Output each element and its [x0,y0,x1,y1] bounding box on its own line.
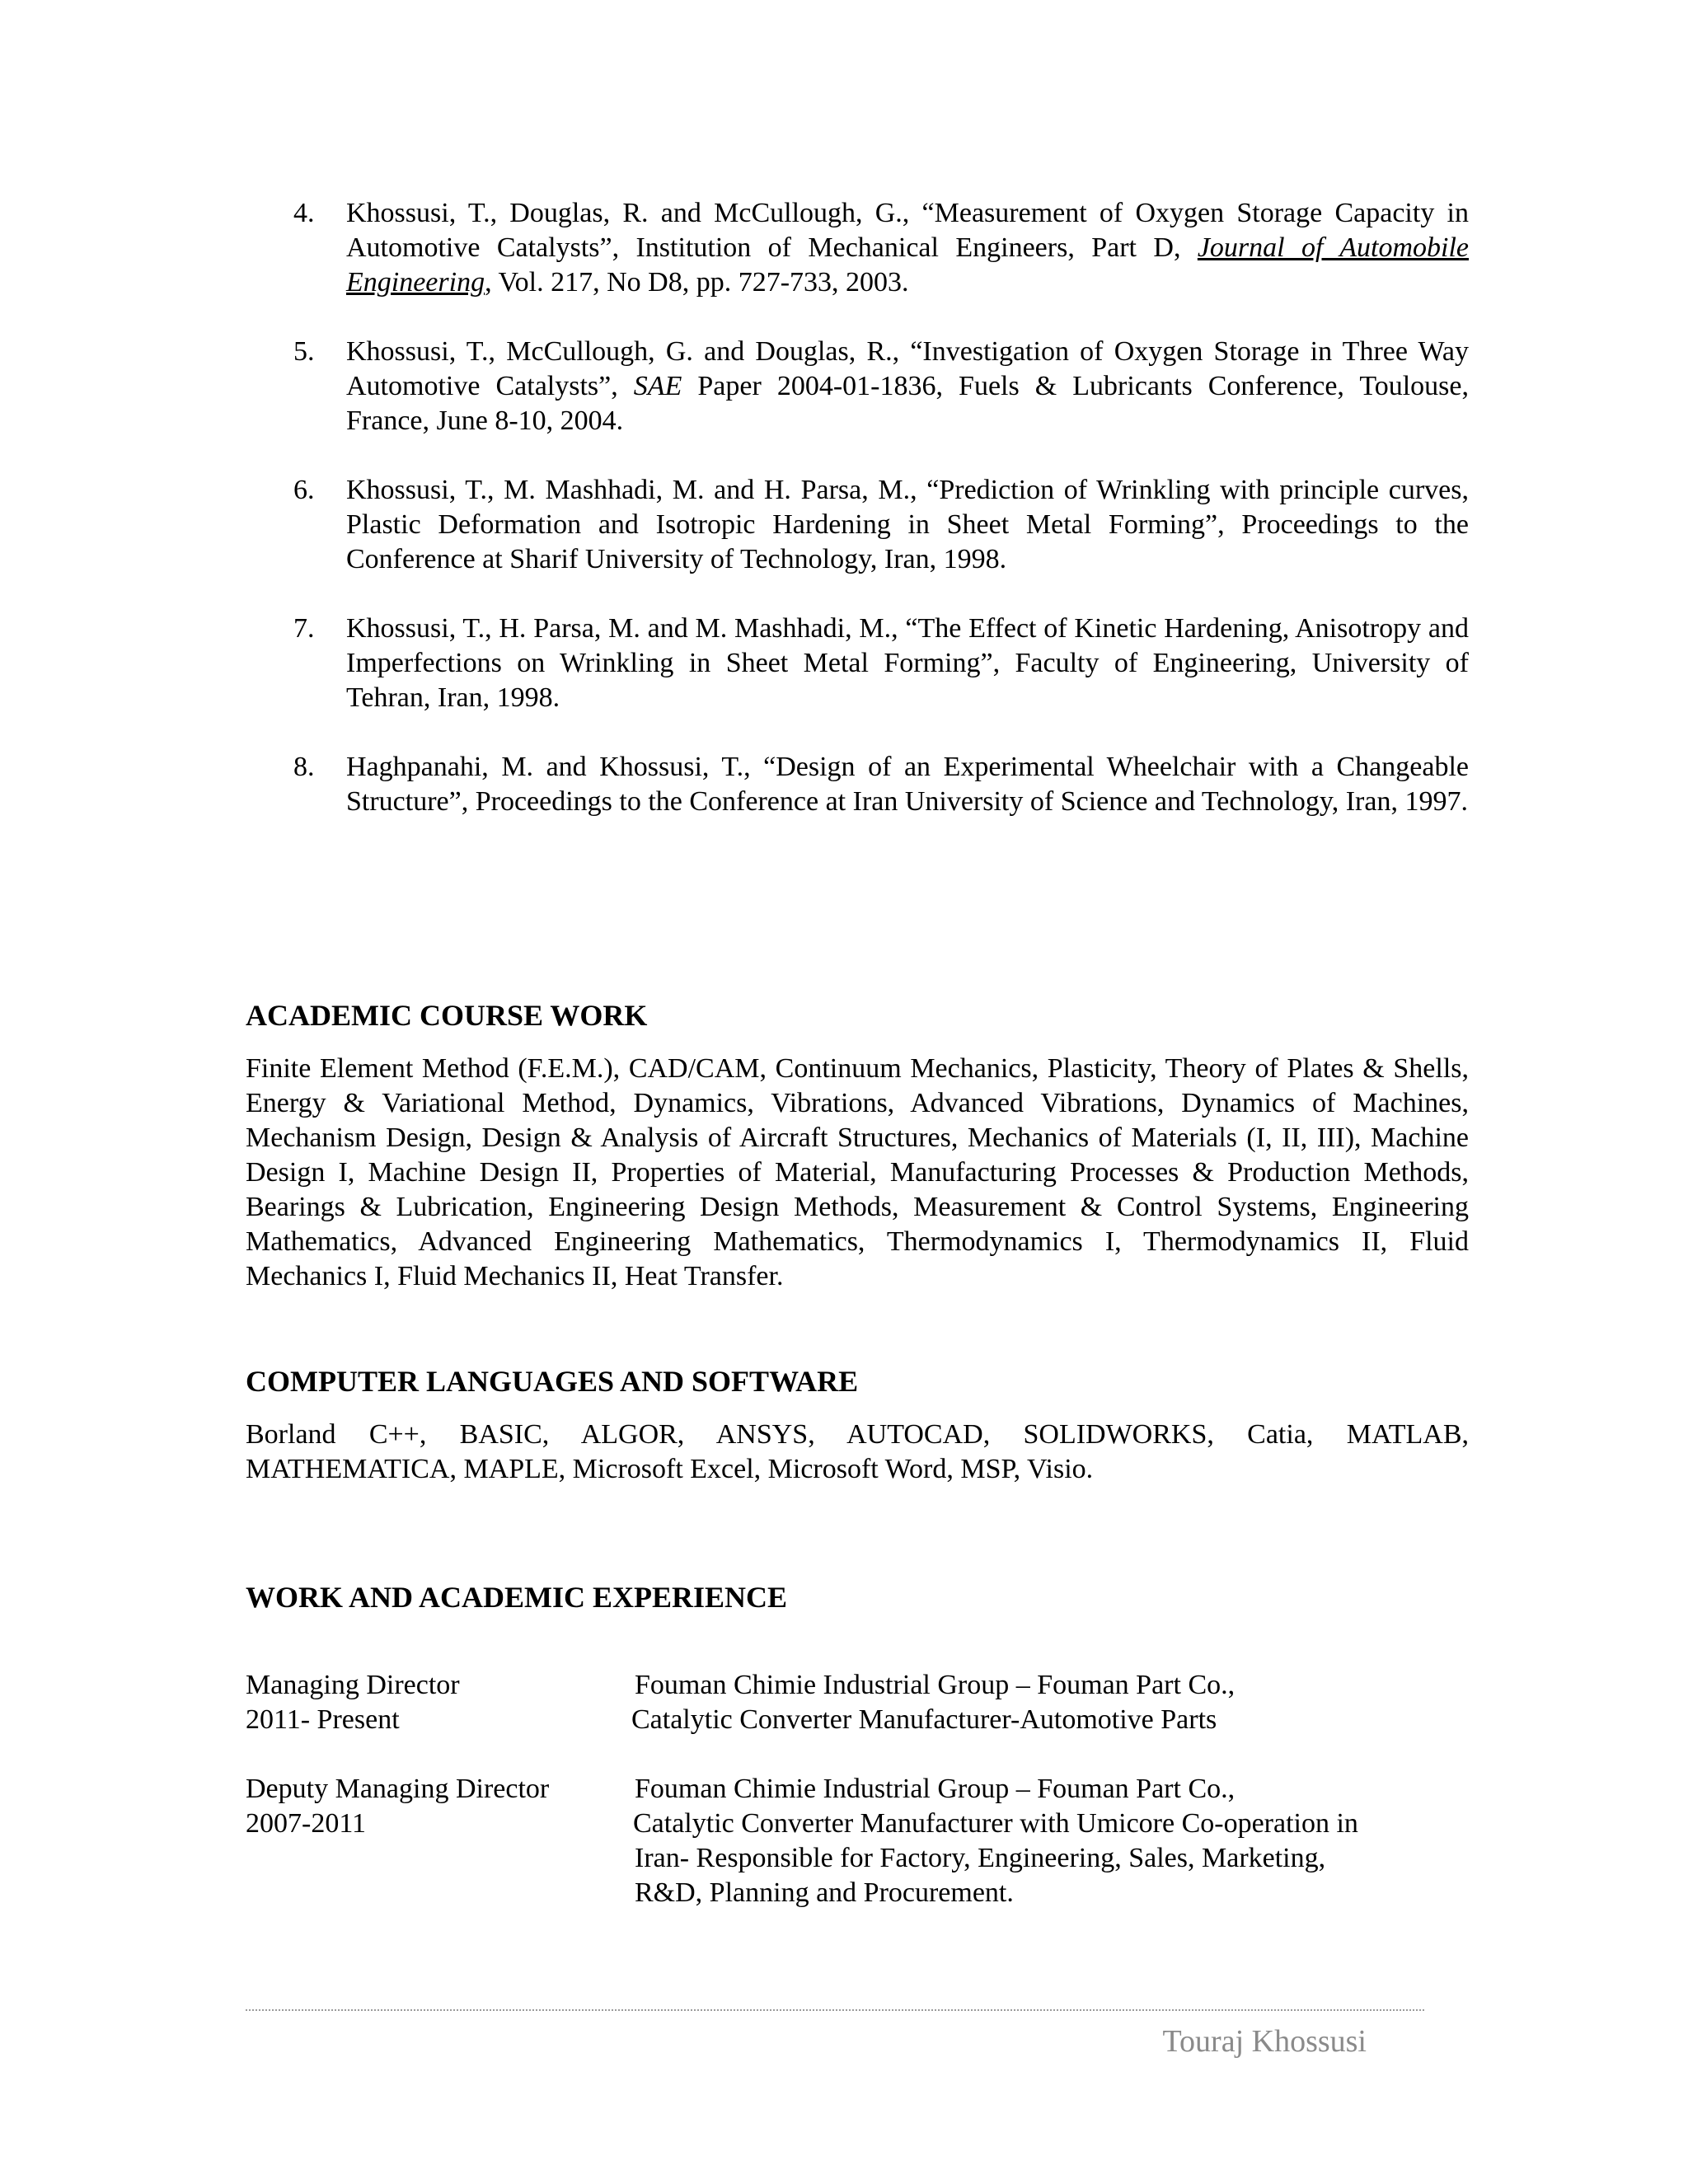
citation-text: Khossusi, T., McCullough, G. and Douglas, R., “Investigation of Oxygen Storage in Three Way Automotive Catalysts”, [346,336,1469,401]
publication-citation [346,336,1469,436]
publication-number: 4. [293,198,315,228]
publication-number: 6. [293,475,315,505]
experience-role [246,1772,625,1841]
job-description-line: Iran- Responsible for Factory, Engineering, Sales, Marketing, [635,1843,1326,1873]
citation-emphasis: SAE [633,371,682,401]
publication-citation: Khossusi, T., M. Mashhadi, M. and H. Parsa, M., “Prediction of Wrinkling with principle curves, Plastic Deformation and Isotropic Hardening in Sheet Metal Forming”, Proceedings to the Conference at Sharif University of Technology, Iran, 1998. [346,475,1469,574]
job-title: Managing Director [246,1670,460,1700]
citation-text: Paper 2004-01-1836, Fuels & Lubricants Conference, Toulouse, France, June 8-10, 2004. [346,371,1470,436]
publication-item [290,612,1469,715]
citation-text: , Vol. 217, No D8, pp. 727-733, 2003. [485,267,909,298]
software-heading: COMPUTER LANGUAGES AND SOFTWARE [246,1365,859,1398]
job-description-line: Catalytic Converter Manufacturer with Umicore Co-operation in [633,1808,1358,1839]
course-work-heading: ACADEMIC COURSE WORK [246,999,648,1032]
experience-details [635,1772,1459,1910]
publication-citation: Haghpanahi, M. and Khossusi, T., “Design of an Experimental Wheelchair with a Changeable Structure”, Proceedings to the Conference at Iran University of Science and Technology, Iran, 1997. [346,752,1469,817]
experience-details [631,1668,1459,1737]
organization: Fouman Chimie Industrial Group – Fouman Part Co., [635,1774,1236,1804]
course-work-body: Finite Element Method (F.E.M.), CAD/CAM, Continuum Mechanics, Plasticity, Theory of Plates & Shells, Energy & Variational Method, Dynamics, Vibrations, Advanced Vibrations, Dynamics of Machines, Mechanism Design, Design & Analysis of Aircraft Structures, Mechanics of Materials (I, II, III), Machine Design I, Machine Design II, Properties of Material, Manufacturing Processes & Production Methods, Bearings & Lubrication, Engineering Design Methods, Measurement & Control Systems, Engineering Mathematics, Advanced Engineering Mathematics, Thermodynamics I, Thermodynamics II, Fluid Mechanics I, Fluid Mechanics II, Heat Transfer. [246,1053,1469,1291]
publication-item [290,473,1469,577]
experience-role [246,1668,625,1737]
job-description-line: R&D, Planning and Procurement. [635,1877,1014,1908]
publication-citation: Khossusi, T., H. Parsa, M. and M. Mashhadi, M., “The Effect of Kinetic Hardening, Anisotropy and Imperfections on Wrinkling in Sheet Metal Forming”, Faculty of Engineering, University of Tehran, Iran, 1998. [346,613,1469,713]
software-body: Borland C++, BASIC, ALGOR, ANSYS, AUTOCAD, SOLIDWORKS, Catia, MATLAB, MATHEMATICA, MAPLE, Microsoft Excel, Microsoft Word, MSP, Visio. [246,1419,1469,1484]
publication-number: 7. [293,613,315,644]
footer-author-name: Touraj Khossusi [1162,2024,1367,2059]
publication-list [290,196,1469,854]
job-description-line: Catalytic Converter Manufacturer-Automotive Parts [631,1704,1217,1735]
publication-number: 8. [293,752,315,782]
citation-text: Khossusi, T., Douglas, R. and McCullough, G., “Measurement of Oxygen Storage Capacity in Automotive Catalysts”, Institution of Mechanical Engineers, Part D, [346,198,1469,263]
footer-divider [246,2009,1424,2011]
experience-heading: WORK AND ACADEMIC EXPERIENCE [246,1581,788,1614]
journal-title: Journal of Automobile Engineering [346,232,1469,298]
publication-citation [346,198,1469,298]
job-period: 2007-2011 [246,1808,367,1839]
job-period: 2011- Present [246,1704,400,1735]
publication-item [290,335,1469,438]
job-title: Deputy Managing Director [246,1774,550,1804]
publication-number: 5. [293,336,315,367]
organization: Fouman Chimie Industrial Group – Fouman Part Co., [635,1670,1236,1700]
publication-item [290,750,1469,819]
publication-item [290,196,1469,300]
